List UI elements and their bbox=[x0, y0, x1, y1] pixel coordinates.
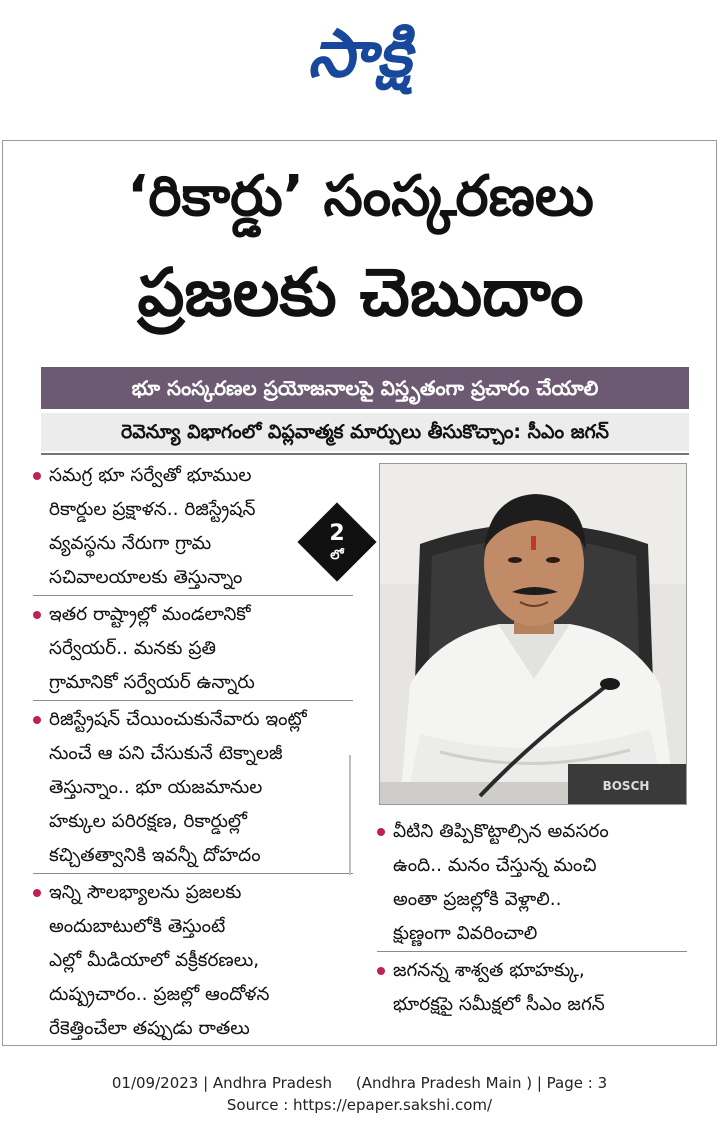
bullet-dot-icon bbox=[33, 472, 41, 480]
bullet-line: ఇతర రాష్ట్రాల్లో మండలానికో bbox=[49, 604, 251, 625]
bullet-item bbox=[33, 876, 353, 1046]
bullet-dot-icon bbox=[377, 967, 385, 975]
right-bullet-list bbox=[377, 815, 687, 1024]
bullet-item bbox=[33, 598, 353, 701]
bullet-item bbox=[33, 703, 353, 874]
bullet-line: క్షుణ్ణంగా వివరించాలి bbox=[393, 923, 538, 944]
bullet-line: సచివాలయాలకు తెస్తున్నాం bbox=[49, 567, 243, 588]
bullet-item bbox=[33, 459, 353, 596]
mic-brand-label: BOSCH bbox=[602, 779, 650, 793]
bullet-line: భూరక్షపై సమీక్షలో సీఎం జగన్ bbox=[393, 994, 605, 1015]
deck-secondary: రెవెన్యూ విభాగంలో విప్లవాత్మక మార్పులు తీసుకొచ్చాం: సీఎం జగన్ bbox=[41, 413, 689, 451]
bullet-line: జగనన్న శాశ్వత భూహక్కు, bbox=[393, 960, 585, 981]
bullet-line: గ్రామానికో సర్వేయర్ ఉన్నారు bbox=[49, 672, 255, 693]
deck-primary: భూ సంస్కరణల ప్రయోజనాలపై విస్తృతంగా ప్రచారం చేయాలి bbox=[41, 367, 689, 409]
news-article bbox=[2, 140, 717, 1046]
page-footer bbox=[0, 1072, 719, 1116]
bullet-line: వీటిని తిప్పికొట్టాల్సిన అవసరం bbox=[393, 821, 609, 842]
headline-line-2: ప్రజలకు చెబుదాం bbox=[137, 254, 584, 331]
page-reference-number: 2 bbox=[329, 521, 345, 546]
bullet-line: అంతా ప్రజల్లోకి వెళ్లాలి.. bbox=[393, 889, 562, 910]
cm-photo bbox=[379, 463, 687, 805]
bullet-line: హక్కుల పరిరక్షణ, రికార్డుల్లో bbox=[49, 811, 247, 832]
footer-source-link[interactable]: Source : https://epaper.sakshi.com/ bbox=[226, 1096, 493, 1114]
bullet-line: సర్వేయర్.. మనకు ప్రతి bbox=[49, 638, 216, 659]
bullet-line: రిజిస్ట్రేషన్ చేయించుకునేవారు ఇంట్లో bbox=[49, 709, 307, 730]
page-reference-suffix: లో bbox=[330, 548, 344, 563]
bullet-item bbox=[377, 815, 687, 952]
bullet-item bbox=[377, 954, 687, 1022]
bullet-line: రేకెత్తించేలా తప్పుడు రాతలు bbox=[49, 1018, 250, 1039]
bullet-line: ఉంది.. మనం చేస్తున్న మంచి bbox=[393, 855, 597, 876]
bullet-dot-icon bbox=[377, 828, 385, 836]
masthead bbox=[0, 0, 719, 130]
bullet-dot-icon bbox=[33, 716, 41, 724]
column-divider bbox=[349, 755, 351, 875]
bullet-line: తెస్తున్నాం.. భూ యజమానుల bbox=[49, 777, 263, 798]
deck-divider bbox=[41, 453, 689, 455]
bullet-line: ఎల్లో మీడియాలో వక్రీకరణలు, bbox=[49, 950, 260, 971]
cm-photo-illustration bbox=[380, 464, 687, 805]
bullet-line: కచ్చితత్వానికి ఇవన్నీ దోహదం bbox=[49, 845, 261, 866]
bullet-dot-icon bbox=[33, 611, 41, 619]
sakshi-logo[interactable]: సాక్షి bbox=[307, 15, 413, 92]
bullet-line: ఇన్ని సౌలభ్యాలను ప్రజలకు bbox=[49, 882, 242, 903]
bullet-line: అందుబాటులోకి తెస్తుంటే bbox=[49, 916, 226, 937]
headline-line-1: ‘రికార్డు’ సంస్కరణలు bbox=[127, 164, 594, 229]
bullet-line: రికార్డుల ప్రక్షాళన.. రిజిస్ట్రేషన్ bbox=[49, 499, 256, 520]
bullet-line: సమగ్ర భూ సర్వేతో భూముల bbox=[49, 465, 252, 486]
bullet-line: నుంచే ఆ పని చేసుకునే టెక్నాలజీ bbox=[49, 743, 283, 764]
page-reference-label bbox=[309, 514, 365, 570]
bullet-line: దుష్ప్రచారం.. ప్రజల్లో ఆందోళన bbox=[49, 984, 270, 1005]
bullet-line: వ్యవస్థను నేరుగా గ్రామ bbox=[49, 533, 212, 554]
footer-publication-info: 01/09/2023 | Andhra Pradesh (Andhra Pradesh Main ) | Page : 3 bbox=[111, 1074, 608, 1092]
bullet-dot-icon bbox=[33, 889, 41, 897]
